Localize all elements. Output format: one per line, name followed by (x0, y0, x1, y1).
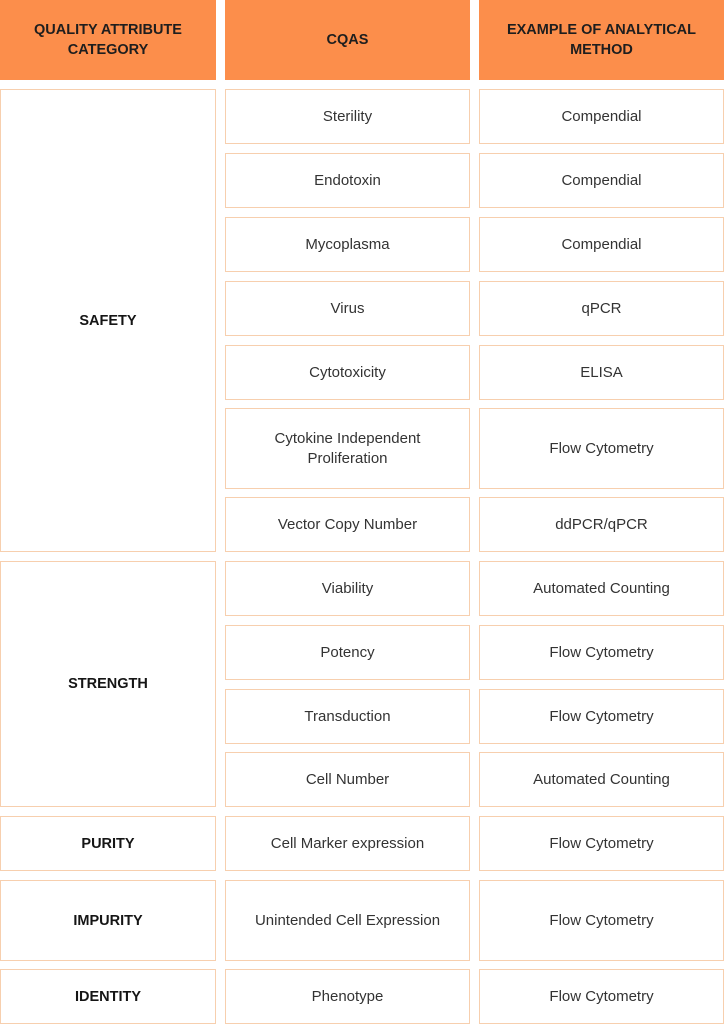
cqa-cell: Cytotoxicity (225, 345, 470, 400)
cqa-cell: Vector Copy Number (225, 497, 470, 552)
cqa-cell: Transduction (225, 689, 470, 744)
category-strength: STRENGTH (0, 561, 216, 807)
method-cell: Flow Cytometry (479, 625, 724, 680)
category-identity: IDENTITY (0, 969, 216, 1024)
category-purity: PURITY (0, 816, 216, 871)
cqa-cell: Endotoxin (225, 153, 470, 208)
method-cell: Compendial (479, 153, 724, 208)
method-cell: Automated Counting (479, 561, 724, 616)
category-impurity: IMPURITY (0, 880, 216, 961)
header-analytical-method: EXAMPLE OF ANALYTICAL METHOD (479, 0, 724, 80)
method-cell: Flow Cytometry (479, 689, 724, 744)
method-cell: qPCR (479, 281, 724, 336)
header-quality-attribute-category: QUALITY ATTRIBUTE CATEGORY (0, 0, 216, 80)
method-cell: ddPCR/qPCR (479, 497, 724, 552)
method-cell: Flow Cytometry (479, 816, 724, 871)
method-cell: Compendial (479, 89, 724, 144)
method-cell: Compendial (479, 217, 724, 272)
cqa-cell: Unintended Cell Expression (225, 880, 470, 961)
cqa-cell: Viability (225, 561, 470, 616)
cqa-cell: Cytokine Independent Proliferation (225, 408, 470, 489)
cqa-cell: Cell Number (225, 752, 470, 807)
cqa-cell: Virus (225, 281, 470, 336)
cqa-cell: Cell Marker expression (225, 816, 470, 871)
method-cell: Flow Cytometry (479, 880, 724, 961)
method-cell: Flow Cytometry (479, 408, 724, 489)
category-safety: SAFETY (0, 89, 216, 552)
cqa-cell: Potency (225, 625, 470, 680)
method-cell: Flow Cytometry (479, 969, 724, 1024)
header-cqas: CQAS (225, 0, 470, 80)
method-cell: Automated Counting (479, 752, 724, 807)
cqa-cell: Sterility (225, 89, 470, 144)
method-cell: ELISA (479, 345, 724, 400)
cqa-cell: Mycoplasma (225, 217, 470, 272)
cqa-cell: Phenotype (225, 969, 470, 1024)
